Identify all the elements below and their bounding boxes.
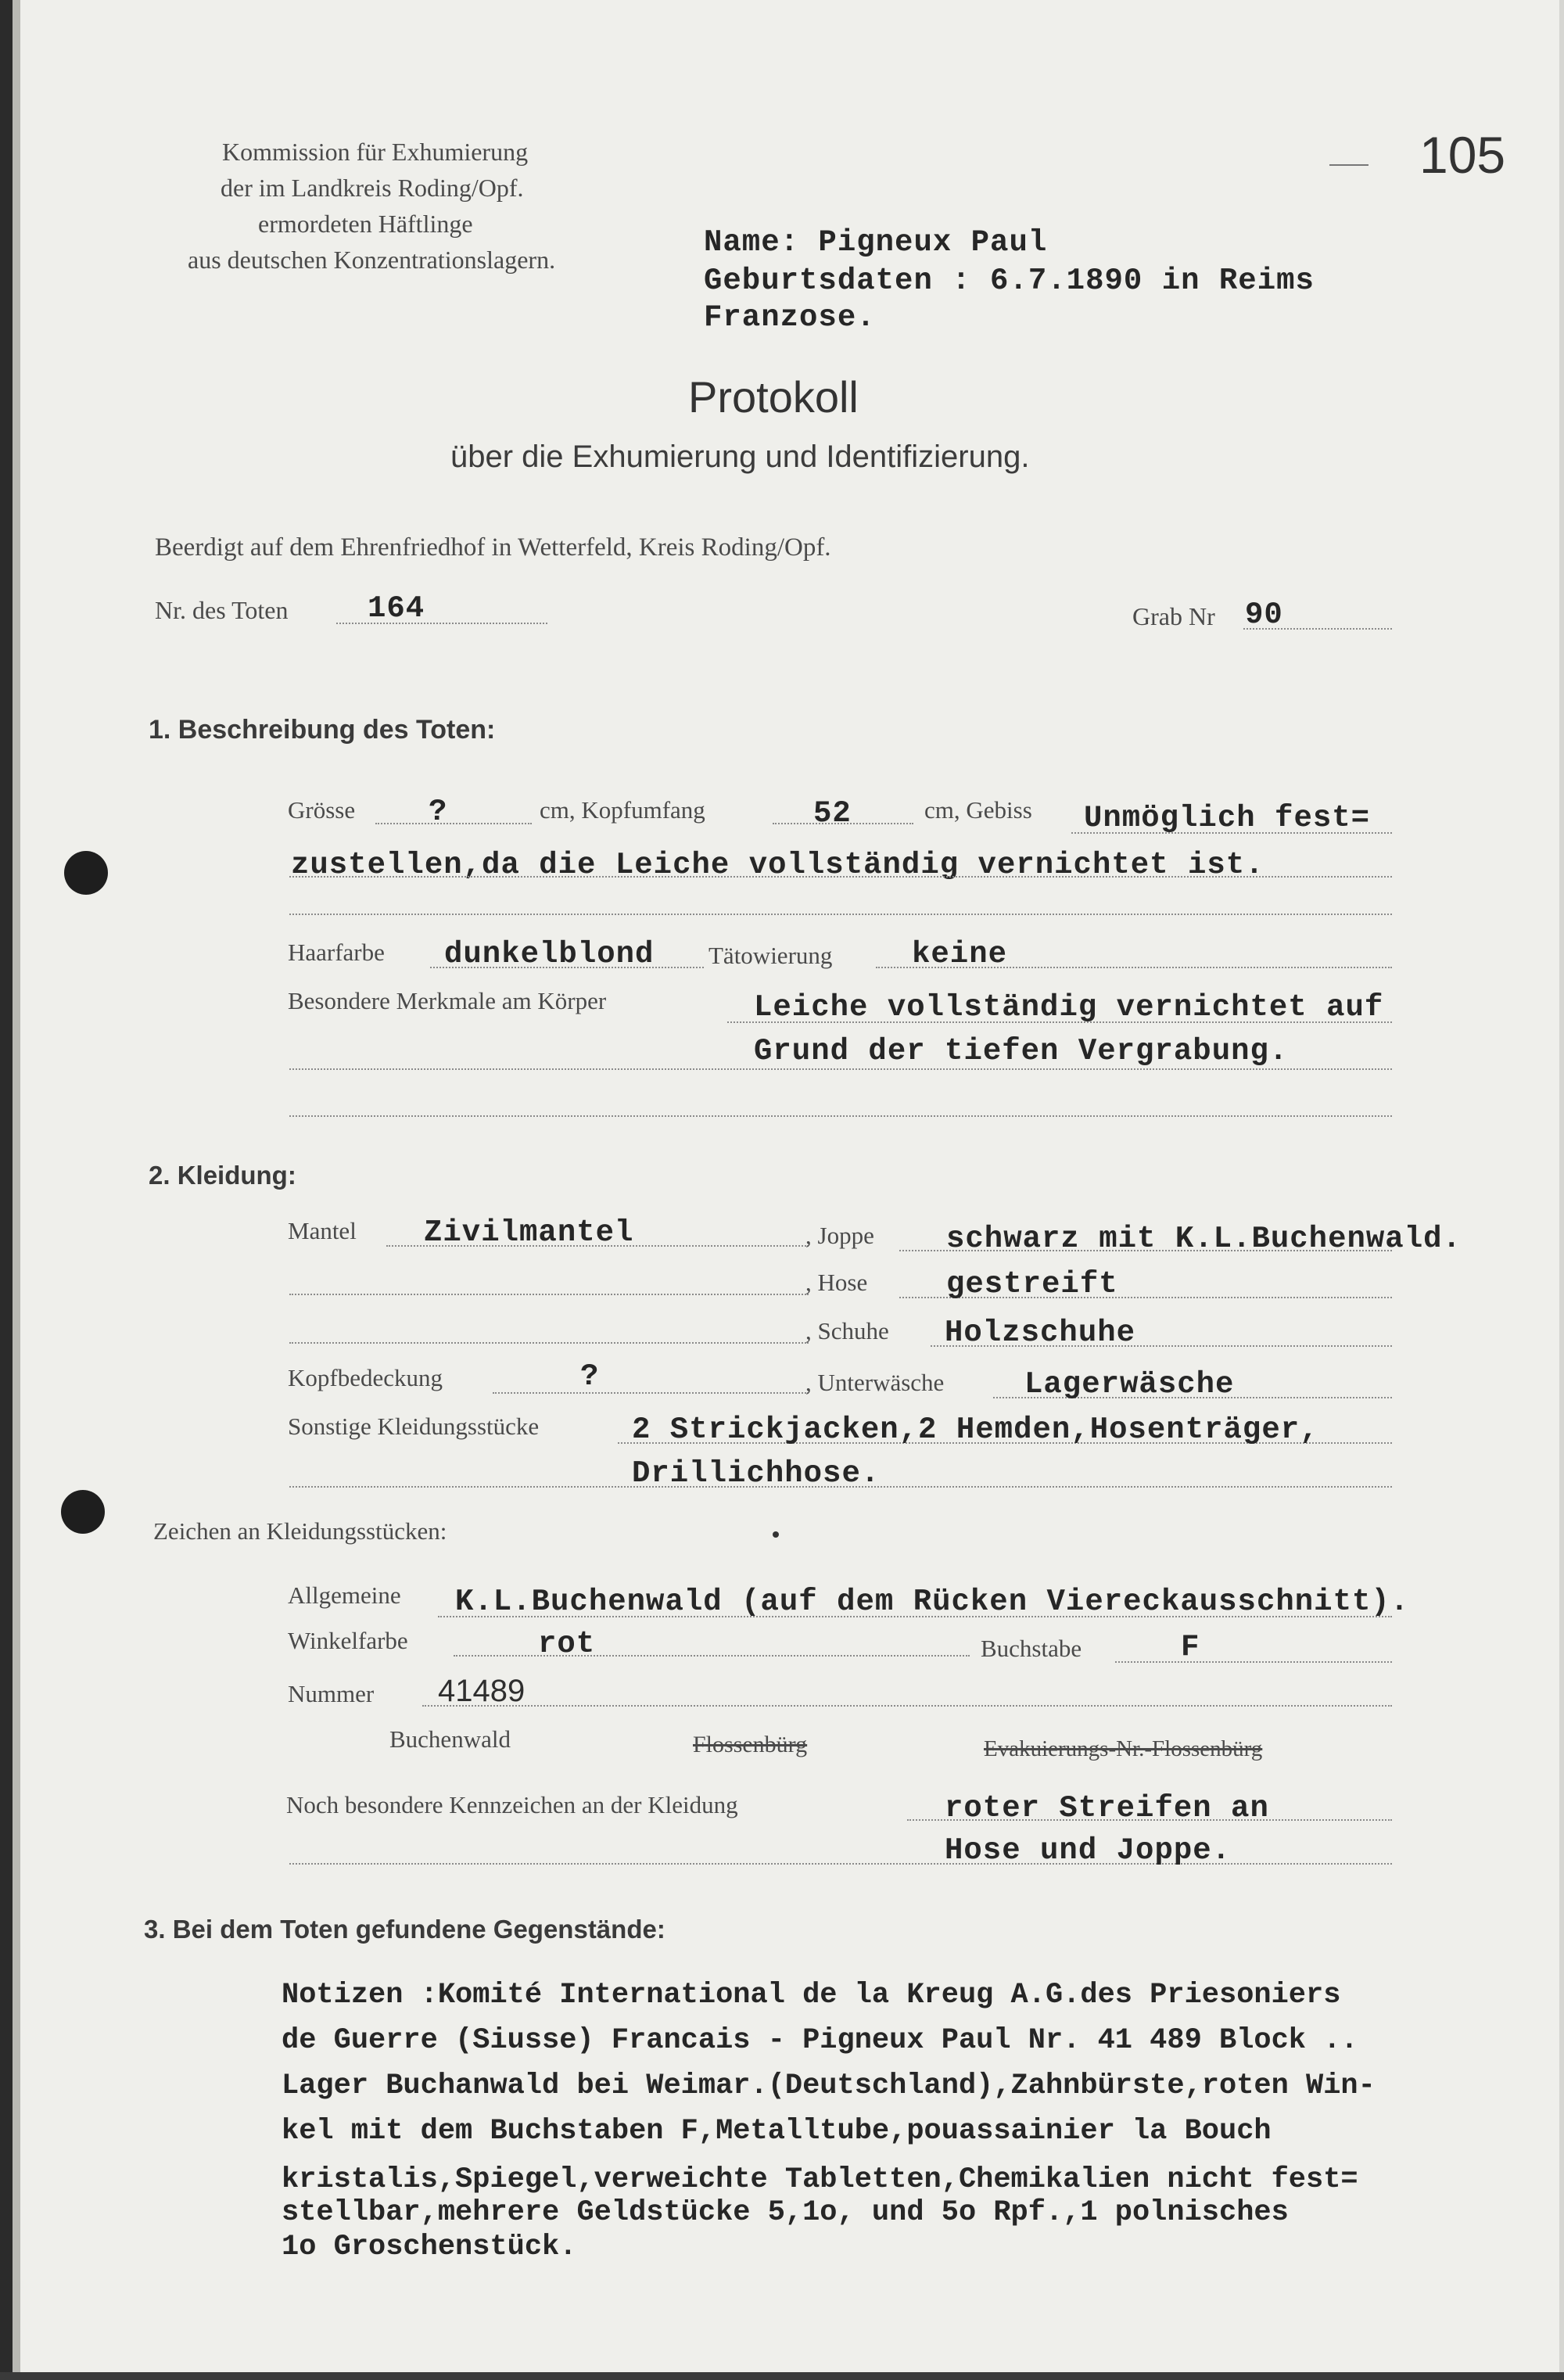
ink-dot <box>773 1531 779 1538</box>
commission-line-3: ermordeten Häftlinge <box>258 210 473 238</box>
scan-edge-right <box>1559 0 1564 2380</box>
commission-line-4: aus deutschen Konzentrationslagern. <box>188 246 556 274</box>
taetowierung-label: Tätowierung <box>708 942 833 969</box>
gegenstaende-line: kel mit dem Buchstaben F,Metalltube,pouassainier la Bouch <box>282 2115 1272 2148</box>
gebiss-value-2: zustellen,da die Leiche vollständig vernichtet ist. <box>291 848 1264 882</box>
zeichen-heading: Zeichen an Kleidungsstücken: <box>153 1517 447 1545</box>
gegenstaende-line: stellbar,mehrere Geldstücke 5,1o, und 5o Rpf.,1 polnisches <box>282 2196 1289 2229</box>
merkmale-value-2: Grund der tiefen Vergrabung. <box>754 1034 1289 1068</box>
nummer-value: 41489 <box>438 1674 526 1708</box>
hose-prefix-line <box>289 1294 809 1295</box>
gebiss-value-1: Unmöglich fest= <box>1084 801 1371 835</box>
gegenstaende-line: de Guerre (Siusse) Francais - Pigneux Paul Nr. 41 489 Block .. <box>282 2024 1358 2057</box>
blank-line-1 <box>289 914 1392 915</box>
sonstige-value-2: Drillichhose. <box>632 1456 881 1491</box>
sonstige-label: Sonstige Kleidungsstücke <box>288 1413 540 1440</box>
allgemeine-label: Allgemeine <box>288 1581 401 1609</box>
evakuierung-label: Evakuierungs-Nr.-Flossenbürg <box>984 1736 1263 1761</box>
burial-line: Beerdigt auf dem Ehrenfriedhof in Wetterfeld, Kreis Roding/Opf. <box>155 533 831 562</box>
punch-hole-bottom <box>61 1490 105 1534</box>
hose-value: gestreift <box>946 1267 1118 1301</box>
buchstabe-value: F <box>1181 1630 1200 1664</box>
section-3-heading: 3. Bei dem Toten gefundene Gegenstände: <box>144 1915 665 1944</box>
noch-value-2: Hose und Joppe. <box>945 1833 1232 1868</box>
schuhe-label: , Schuhe <box>805 1317 889 1344</box>
page-number: 105 <box>1419 126 1506 184</box>
nr-toten-value: 164 <box>368 591 425 626</box>
person-nationality: Franzose. <box>704 300 876 335</box>
buchstabe-line <box>1115 1661 1392 1663</box>
kopfumfang-label: cm, Kopfumfang <box>540 796 705 824</box>
grab-label: Grab Nr <box>1132 602 1215 630</box>
noch-label: Noch besondere Kennzeichen an der Kleidung <box>286 1791 738 1818</box>
grab-value: 90 <box>1245 598 1283 632</box>
nummer-line <box>422 1705 1392 1707</box>
scan-edge-bottom <box>0 2372 1564 2380</box>
taetowierung-value: keine <box>912 937 1008 971</box>
winkelfarbe-label: Winkelfarbe <box>288 1627 408 1654</box>
kopfbedeckung-value: ? <box>580 1359 600 1394</box>
merkmale-label: Besondere Merkmale am Körper <box>288 987 607 1014</box>
nr-toten-label: Nr. des Toten <box>155 596 289 624</box>
scan-edge-left <box>0 0 13 2380</box>
punch-hole-top <box>64 851 108 895</box>
nummer-label: Nummer <box>288 1680 375 1707</box>
scan-edge-shadow <box>13 0 20 2380</box>
gegenstaende-line: Lager Buchanwald bei Weimar.(Deutschland),Zahnbürste,roten Win- <box>282 2069 1376 2102</box>
schuhe-value: Holzschuhe <box>945 1316 1136 1350</box>
flossenbuerg-label: Flossenbürg <box>693 1732 808 1757</box>
haarfarbe-label: Haarfarbe <box>288 939 385 966</box>
gegenstaende-line: 1o Groschenstück. <box>282 2231 577 2263</box>
person-birth: Geburtsdaten : 6.7.1890 in Reims <box>704 264 1315 298</box>
kopfbedeckung-label: Kopfbedeckung <box>288 1364 443 1391</box>
section-2-heading: 2. Kleidung: <box>149 1161 296 1190</box>
haarfarbe-value: dunkelblond <box>444 937 655 971</box>
unterwaesche-label: , Unterwäsche <box>805 1369 945 1396</box>
schuhe-prefix-line <box>289 1342 809 1344</box>
merkmale-line-2 <box>289 1068 1392 1070</box>
kopfbedeckung-line <box>493 1392 809 1394</box>
kopfumfang-value: 52 <box>813 796 852 831</box>
noch-value-1: roter Streifen an <box>945 1791 1269 1825</box>
commission-line-2: der im Landkreis Roding/Opf. <box>221 174 524 202</box>
corner-mark <box>1329 164 1368 166</box>
mantel-value: Zivilmantel <box>424 1215 634 1250</box>
joppe-value: schwarz mit K.L.Buchenwald. <box>946 1222 1462 1256</box>
joppe-label: , Joppe <box>805 1222 874 1249</box>
section-1-heading: 1. Beschreibung des Toten: <box>149 715 496 745</box>
gebiss-label: cm, Gebiss <box>924 796 1032 824</box>
page-title: Protokoll <box>688 372 859 422</box>
mantel-label: Mantel <box>288 1217 357 1244</box>
groesse-line <box>375 823 532 824</box>
unterwaesche-value: Lagerwäsche <box>1024 1367 1235 1402</box>
gegenstaende-line: Notizen :Komité International de la Kreug A.G.des Priesoniers <box>282 1979 1341 2012</box>
person-name: Name: Pigneux Paul <box>704 225 1048 260</box>
page-subtitle: über die Exhumierung und Identifizierung. <box>450 440 1030 474</box>
commission-line-1: Kommission für Exhumierung <box>222 138 529 166</box>
buchstabe-label: Buchstabe <box>981 1635 1082 1662</box>
gegenstaende-line: kristalis,Spiegel,verweichte Tabletten,Chemikalien nicht fest= <box>282 2163 1358 2196</box>
blank-line-2 <box>289 1115 1392 1117</box>
gebiss-line-2 <box>289 876 1392 878</box>
winkelfarbe-line <box>454 1655 970 1657</box>
buchenwald-label: Buchenwald <box>389 1725 511 1753</box>
allgemeine-value: K.L.Buchenwald (auf dem Rücken Viereckausschnitt). <box>455 1585 1410 1619</box>
winkelfarbe-value: rot <box>538 1627 596 1661</box>
merkmale-value-1: Leiche vollständig vernichtet auf <box>754 990 1384 1025</box>
groesse-value: ? <box>429 795 448 829</box>
groesse-label: Grösse <box>288 796 356 824</box>
hose-label: , Hose <box>805 1269 868 1296</box>
sonstige-value-1: 2 Strickjacken,2 Hemden,Hosenträger, <box>632 1413 1319 1447</box>
